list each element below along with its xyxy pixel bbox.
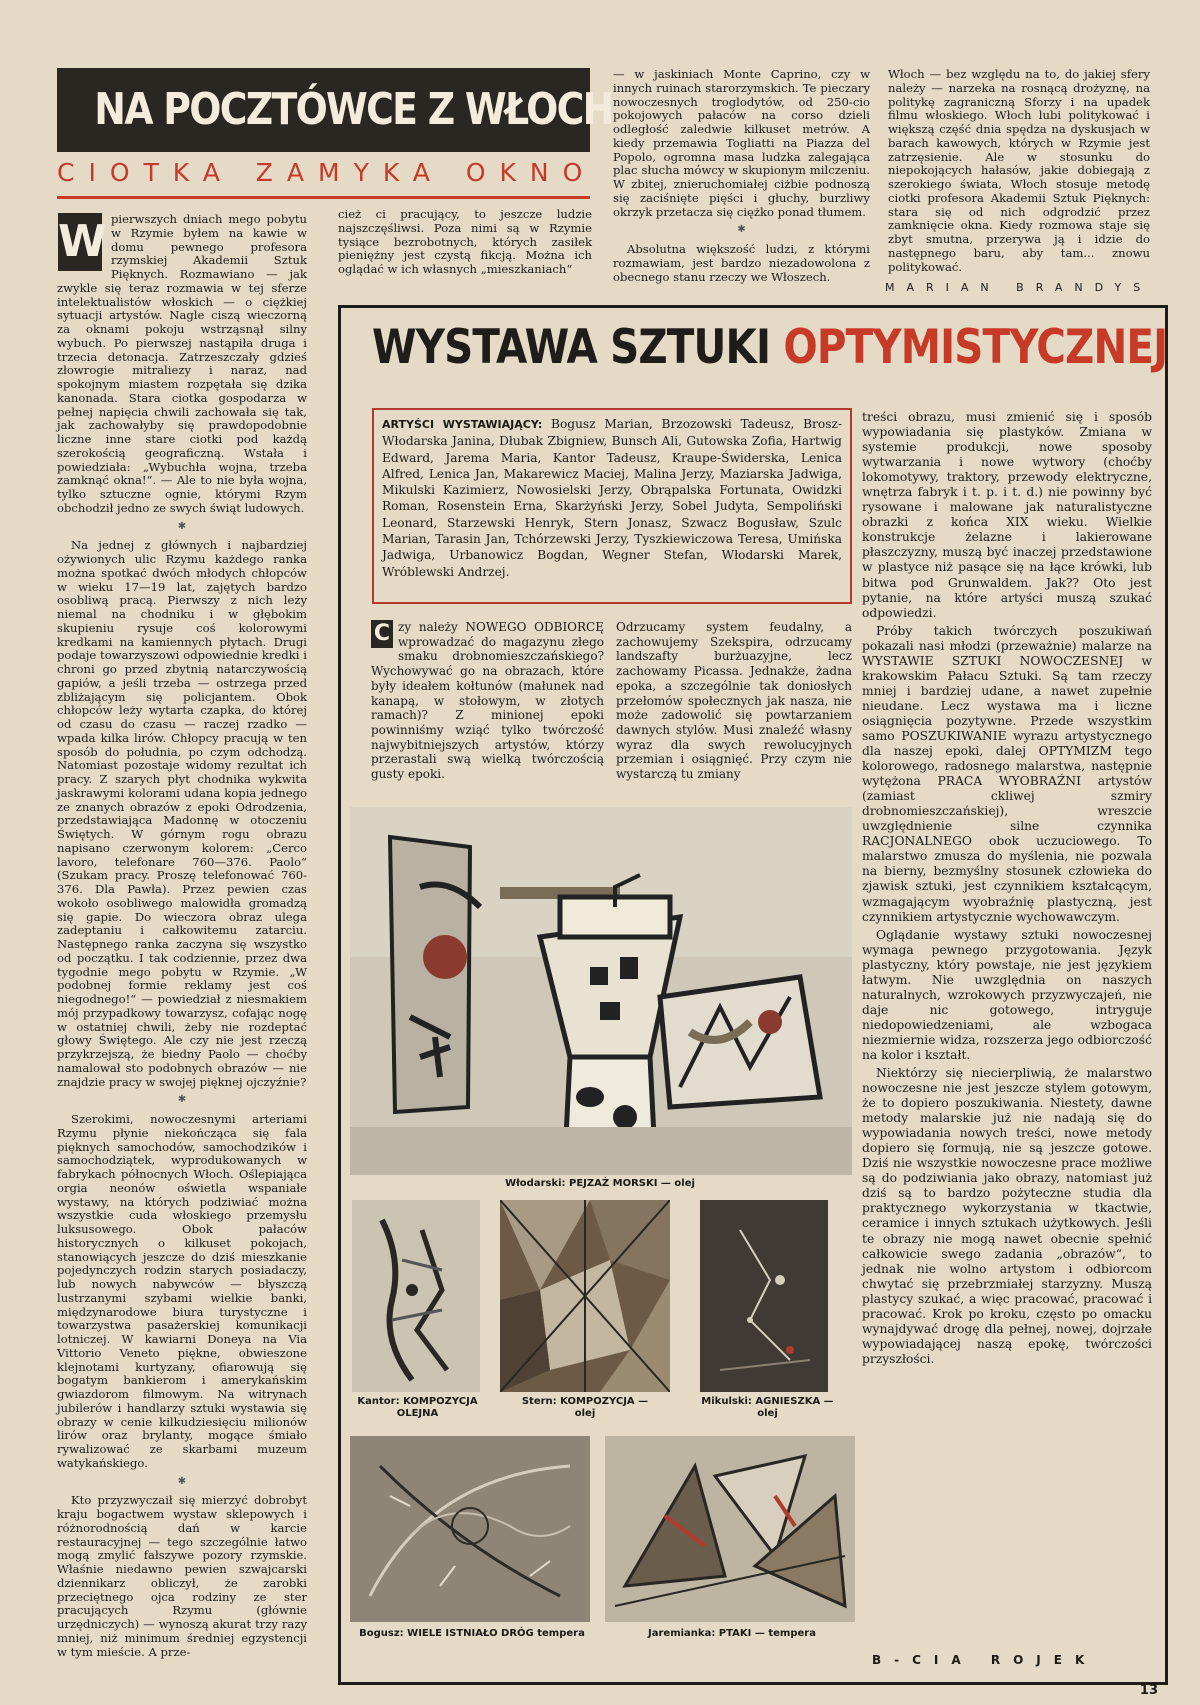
article2-column-b <box>616 620 852 800</box>
caption-jaremianka: Jaremianka: PTAKI — tempera <box>648 1628 816 1639</box>
paragraph: Kto przyzwyczaił się mierzyć dobrobyt kraju bogactwem wystaw sklepowych i różnorodnością dań w karcie restauracyjnej — tego szczególnie łatwo mogą zmylić fałszywe pozory rzymskie. Właśnie niedawno pewien szwajcarski dziennikarz obliczył, że zarobki przeciętnego ojca rodziny ze ster pracujących Rzymu (głównie urzędniczych) — wynoszą akurat trzy razy mniej, niż minimum średniej egzystencji w tym mieście. A prze- <box>57 1493 307 1659</box>
exhibition-title <box>372 318 1168 378</box>
article2-column-right <box>862 410 1152 1645</box>
paragraph: zy należy NOWEGO ODBIORCĘ wprowadzać do magazynu złego smaku drobnomieszczańskiego? Wychowywać go na obrazach, które były ideałem kołtunów (małunek nad kanapą, w stołowym, w złotych ramach)? Z minionej epoki powinniśmy wziąć tylko twórczość najwybitniejszych artystów, którzy przerastali swą wielką twórczością gusty epoki. <box>371 620 604 782</box>
artists-list-box <box>372 408 852 604</box>
paragraph: pierwszych dniach mego pobytu w Rzymie byłem na kawie w domu pewnego profesora rzymskiej Akademii Sztuk Pięknych. Rozmawiano — jak zwykle się teraz rozmawia w tej sferze intelektualistów włoskich — o ciężkiej sytuacji artystów. Nagle ciszą wieczorną za oknami pokoju wstrząsnął silny wybuch. Po pierwszej nastąpiła druga i trzecia detonacja. Zatrzeszczały gdzieś złowrogie mitraliezy i naraz, nad spokojnym miastem rozpętała się dzika kanonada. Stara ciotka gospodarza w pełnej napięcia chwili zachowała się tak, jak zachowałyby się prawdopodobnie liczne inne stare ciotki pod każdą szerokością geograficzną. Wstała i powiedziała: „Wybuchła wojna, trzeba zamknąć okna!“. — Ale to nie była wojna, tylko sztuczne ognie, którymi Rzym obchodził jedno ze swych świąt ludowych. <box>57 212 307 515</box>
painting-jaremianka <box>605 1436 855 1622</box>
subtitle-rule <box>57 196 590 199</box>
article1-column-3 <box>613 68 870 300</box>
paragraph: Na jednej z głównych i najbardziej ożywionych ulic Rzymu każdego ranka można spotkać dwóch młodych chłopców w wieku 17—19 lat, zajętych bardzo osobliwą pracą. Pierwszy z nich leży niemal na chodniku i w głębokim skupieniu rysuje coś kolorowymi kredkami na kamiennych płytach. Drugi podaje towarzyszowi odpowiednie kredki i chroni go przed zbytnią natarczywością gapiów, a jeśli trzeba — ostrzega przed zbliżającym się policjantem. Obok chłopców leży wytarta czapka, do której od czasu do czasu — raczej rzadko — wpada kilka lirów. Chłopcy pracują w ten sposób do południa, po czym odchodzą. Natomiast pozostaje widomy rezultat ich pracy. Z szarych płyt chodnika wykwita jaskrawymi kolorami udana kopia jednego ze znanych obrazów z epoki Odrodzenia, przedstawiająca Madonnę w otoczeniu Świętych. W górnym rogu obrazu napisano czerwonym kolorem: „Cerco lavoro, telefonare 760—376. Paolo“ (Szukam pracy. Proszę telefonować 760-376. Dla Pawła). Przez pewien czas wokoło osobliwego malowidła gromadzą się gapie. Do wieczora obraz ulega zadeptaniu i całkowitemu zatarciu. Następnego ranka zaczyna się wszystko od początku. I tak codziennie, przez dwa tygodnie mego pobytu w Rzymie. „W podobnej formie reklamy jest coś niegodnego!“ — powiedział z niesmakiem mój przypadkowy towarzysz, cofając nogę w ostatniej chwili, żeby nie rozdeptać głowy Świętego. Ale czy nie jest rzeczą przykrzejszą, że biedny Paolo — choćby namalował sto podobnych obrazów — nie znajdzie pracy w swojej pięknej ojczyźnie? <box>57 538 307 1089</box>
drop-cap: W <box>58 213 102 271</box>
page-number: 13 <box>1139 1683 1158 1698</box>
caption-bogusz: Bogusz: WIELE ISTNIAŁO DRÓG tempera <box>359 1628 585 1639</box>
paragraph: Oglądanie wystawy sztuki nowoczesnej wymaga pewnego przygotowania. Język plastyczny, który powstaje, nie jest językiem łatwym. Nie uwzględnia on naszych naturalnych, wzrokowych przyzwyczajeń, nie daje nic gotowego, intryguje niedopowiedzeniami, ale wzbogaca niezmiernie widza, rozszerza jego odbiorczość na kolor i kształt. <box>862 927 1152 1062</box>
caption-stern: Stern: KOMPOZYCJA — olej <box>521 1396 649 1419</box>
article-subtitle: CIOTKA ZAMYKA OKNO <box>57 158 597 187</box>
painting-bogusz <box>350 1436 590 1622</box>
article1-column-2 <box>338 208 592 298</box>
paragraph: Niektórzy się niecierpliwią, że malarstwo nowoczesne nie jest jeszcze stylem gotowym, że to dopiero poszukiwania. Niestety, dawne metody malarskie już nie nadają się do wypowiadania nowych treści, nowe metody dopiero się formują, nie są jeszcze gotowe. Dziś nie wszystkie nowoczesne prace możliwe są do podziwiania jako obrazy, natomiast już dziś są to bardzo pożyteczne studia dla praktycznego wykorzystania w tkactwie, ceramice i innych sztukach użytkowych. Jeśli te obrazy nie mogą nawet obecnie spełnić całkowicie swego zadania „obrazów“, to jednak nie wolno artystom i odbiorcom chwytać się przebrzmiałej starzyzny. Muszą plastycy szukać, a więc pracować, pracować i pracować. Krok po kroku, często po omacku wynajdywać drogę dla pełnej, nowej, dojrzałe wypowiadającej naszą epokę, twórczości przyszłości. <box>862 1066 1152 1366</box>
caption-main: Włodarski: PEJZAŻ MORSKI — olej <box>505 1178 695 1189</box>
painting-wlodarski <box>350 807 852 1175</box>
paragraph: cież ci pracujący, to jeszcze ludzie najszczęśliwsi. Poza nimi są w Rzymie tysiące bezrobotnych, których zasiłek pieniężny jest czystą fikcją. Można ich oglądać w ich własnych „mieszkaniach“ <box>338 207 592 276</box>
author-signature: B-CIA ROJEK <box>872 1653 1098 1667</box>
caption-mikulski: Mikulski: AGNIESZKA — olej <box>701 1396 834 1419</box>
separator-star: ✱ <box>177 1475 187 1487</box>
article-title: NA POCZTÓWCE Z WŁOCH <box>94 84 613 135</box>
paragraph: Próby takich twórczych poszukiwań pokazali nasi młodzi (przeważnie) malarze na WYSTAWIE SZTUKI NOWOCZESNEJ w krakowskim Pałacu Sztuki. Są tam rzeczy mniej i bardziej udane, a nawet zupełnie nieudane. Lecz wystawa ma i liczne osiągnięcia pozytywne. Przede wszystkim samo POSZUKIWANIE wyrazu artystycznego dla naszej epoki, dalej OPTYMIZM tego kolorowego, radosnego malarstwa, następnie wytężona PRACA WYOBRAŹNI artystów (zamiast ckliwej szmiry drobnomieszczańskiej), wreszcie uwzględnienie silne czynnika RACJONALNEGO obok uczuciowego. To malarstwo zmusza do myślenia, nie pozwala na bierny, bezmyślny stosunek człowieka do zjawisk sztuki, jest czynnikiem kształcącym, wzmagającym wyobraźnię plastyczną, jest czynnikiem artystycznie wychowawczym. <box>862 623 1152 924</box>
paragraph: Absolutna większość ludzi, z którymi rozmawiam, jest bardzo niezadowolona z obecnego stanu rzeczy we Włoszech. <box>613 242 870 284</box>
painting-stern <box>500 1200 670 1392</box>
title-red-part: OPTYMISTYCZNEJ <box>783 320 1168 375</box>
painting-kantor <box>352 1200 480 1392</box>
paragraph: — w jaskiniach Monte Caprino, czy w innych ruinach starorzymskich. Te pieczary nowoczesnych troglodytów, od 250-cio pokojowych pałaców na corso dzieli odległość zaledwie kilkuset metrów. A kiedy przemawia Togliatti na Piazza del Popolo, ogromna masa ludzka zalegająca plac słucha mówcy w skupionym milczeniu. W zbitej, znieruchomiałej ciżbie podnoszą się zaciśnięte pięści i głuchy, burzliwy okrzyk przetacza się ciężko ponad tłumem. <box>613 67 870 219</box>
paragraph: Włoch — bez względu na to, do jakiej sfery należy — narzeka na rosnącą drożyznę, na politykę zagraniczną Sforzy i na upadek filmu włoskiego. Włoch lubi politykować i większą część dnia spędza na dyskusjach w barach kawowych, których w Rzymie jest zatrzęsienie. Ale w stosunku do niepokojących hałasów, jakie dobiegają z szerokiego świata, Włoch stosuje metodę ciotki profesora Akademii Sztuk Pięknych: stara się od nich odgrodzić przez zamknięcie okna. Kiedy rozmowa staje się zbyt smutna, przerywa ją i idzie do następnego baru, aby tam... znowu politykować. <box>888 67 1150 274</box>
separator-star: ✱ <box>737 224 746 236</box>
paragraph: treści obrazu, musi zmienić się i sposób wypowiadania się plastyków. Zmiana w systemie produkcji, nowe sposoby wytwarzania i nowe wytwory (choćby lokomotywy, traktory, przewody elektryczne, wnętrza fabryk i t. p. i t. d.) nie powinny być rysowane i malowane jak naturalistyczne obrazki z końca XIX wieku. Wielkie konstrukcje żelazne i lakierowane płaszczyzny, muszą być inaczej przedstawione w plastyce niż pasące się na łące krówki, lub bitwa pod Grunwaldem. Jak?? Oto jest pytanie, na które artyści muszą szukać odpowiedzi. <box>862 410 1152 620</box>
paragraph: Odrzucamy system feudalny, a zachowujemy Szekspira, odrzucamy landszafty burżuazyjne, lecz zachowamy Picassa. Jednakże, żadna epoka, a szczególnie tak doniosłych przełomów społecznych jak nasza, nie może zadowolić się powtarzaniem dawnych stylów. Musi znaleźć własny wyraz dla swych rewolucyjnych przemian i osiągnięć. Przy czym nie wystarczą tu zmiany <box>616 620 852 782</box>
article1-column-4 <box>888 68 1150 278</box>
caption-kantor: Kantor: KOMPOZYCJA OLEJNA <box>357 1396 478 1419</box>
separator-star: ✱ <box>177 520 187 532</box>
artists-names: Bogusz Marian, Brzozowski Tadeusz, Brosz-Włodarska Janina, Dłubak Zbigniew, Bunsch Ali, Gutowska Zofia, Hartwig Edward, Jarema Maria, Kantor Tadeusz, Kraupe-Świderska, Lenica Alfred, Lenica Jan, Makarewicz Maciej, Malina Jerzy, Maziarska Jadwiga, Mikulski Kazimierz, Nowosielski Jerzy, Obrąpalska Fortunata, Owidzki Roman, Rosenstein Erna, Skarżyński Jerzy, Sobel Judyta, Sempoliński Leonard, Starzewski Henryk, Stern Jonasz, Szwacz Bogusław, Szulc Marian, Tarasin Jan, Tchórzewski Jerzy, Tyszkiewiczowa Teresa, Umińska Jadwiga, Urbanowicz Bogdan, Wegner Stefan, Włodarski Marek, Wróblewski Andrzej. <box>382 417 842 579</box>
drop-cap: C <box>371 620 393 648</box>
artists-label: ARTYŚCI WYSTAWIAJĄCY: <box>382 418 543 431</box>
title-black-part: WYSTAWA SZTUKI <box>372 320 784 375</box>
separator-star: ✱ <box>177 1094 187 1106</box>
article2-column-a <box>371 620 604 800</box>
article1-column-1 <box>57 213 307 1683</box>
author-signature: MARIAN BRANDYS <box>885 281 1153 294</box>
paragraph: Szerokimi, nowoczesnymi arteriami Rzymu płynie niekończąca się fala pięknych samochodów, samochodzików i samochodziątek, wyprodukowanych w fabrykach północnych Włoch. Oślepiająca orgia neonów oświetla wspaniałe wystawy, na których podziwiać można wszystkie cuda włoskiego przemysłu luksusowego. Obok pałaców historycznych o kilkuset pokojach, stanowiących jeszcze do dziś mieszkanie pojedynczych rodzin starych posiadaczy, lub nowych nabywców — błyszczą lustrzanymi szybami wielkie banki, międzynarodowe biura turystyczne i towarzystwa pasażerskiej komunikacji lotniczej. W kawiarni Doneya na Via Vittorio Veneto piękne, obwieszone klejnotami kurtyzany, ofiarowują się bogatym bankierom i amerykańskim gwiazdorom filmowym. Na witrynach jubilerów i handlarzy sztuki wystawia się obrazy w cenie kilkudziesięciu milionów lirów oraz brylanty, mogące śmiało rywalizować ze skarbami muzeum watykańskiego. <box>57 1112 307 1470</box>
painting-mikulski <box>700 1200 828 1392</box>
